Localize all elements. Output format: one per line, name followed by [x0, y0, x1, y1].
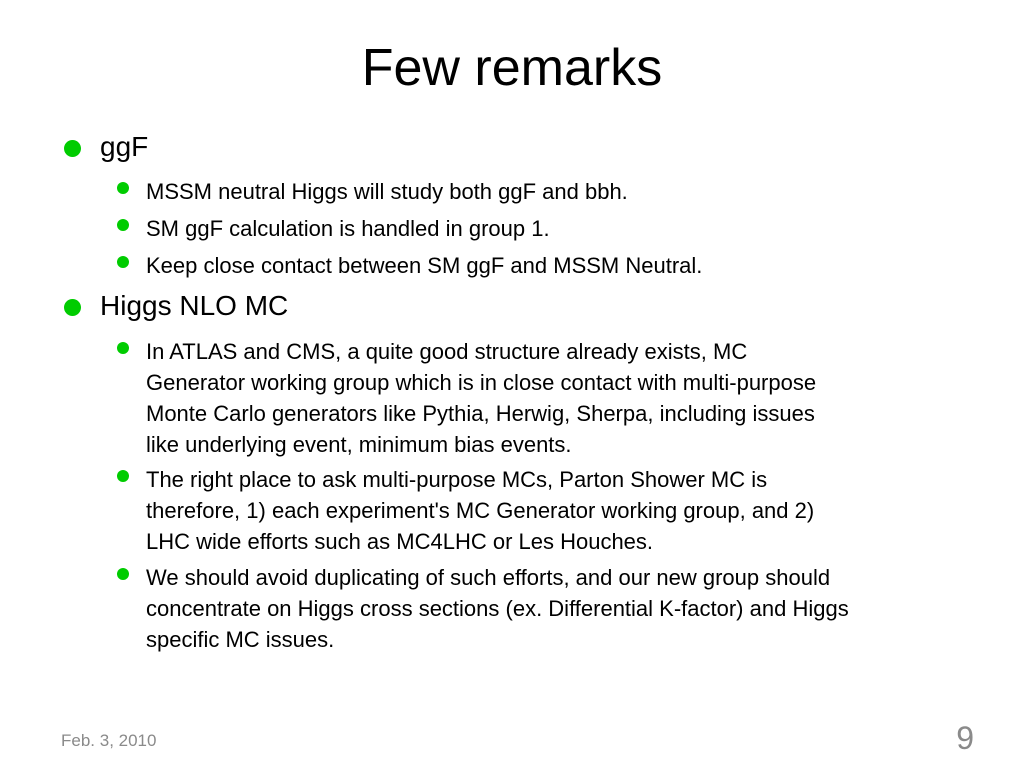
sub-bullet-dot-icon [117, 568, 129, 580]
text-line: We should avoid duplicating of such efforts, and our new group should [146, 565, 831, 590]
footer-date: Feb. 3, 2010 [61, 731, 157, 750]
sub-bullet-text [146, 336, 976, 460]
text-line: concentrate on Higgs cross sections (ex. Differential K-factor) and Higgs [146, 596, 849, 621]
slide-title: Few remarks [361, 39, 663, 97]
text-line: LHC wide efforts such as MC4LHC or Les Houches. [146, 529, 654, 554]
sub-bullet-dot-icon [117, 470, 129, 482]
text-line: Generator working group which is in close contact with multi-purpose [146, 370, 817, 395]
text-line: specific MC issues. [146, 627, 335, 652]
sub-bullet-dot-icon [117, 182, 129, 194]
bullet-heading: Higgs NLO MC [100, 290, 289, 321]
bullet-dot-icon [64, 299, 81, 316]
sub-bullet-text: Keep close contact between SM ggF and MSSM Neutral. [146, 253, 703, 278]
sub-bullet-dot-icon [117, 219, 129, 231]
text-line: In ATLAS and CMS, a quite good structure already exists, MC [146, 339, 748, 364]
sub-bullet-dot-icon [117, 342, 129, 354]
text-line: therefore, 1) each experiment's MC Generator working group, and 2) [146, 498, 815, 523]
text-line: like underlying event, minimum bias events. [146, 432, 572, 457]
sub-bullet-text [146, 464, 976, 557]
bullet-dot-icon [64, 140, 81, 157]
page-number: 9 [956, 720, 974, 756]
text-line: The right place to ask multi-purpose MCs, Parton Shower MC is [146, 467, 768, 492]
text-line: Monte Carlo generators like Pythia, Herwig, Sherpa, including issues [146, 401, 815, 426]
sub-bullet-dot-icon [117, 256, 129, 268]
sub-bullet-text [146, 562, 976, 655]
sub-bullet-text: SM ggF calculation is handled in group 1. [146, 216, 550, 241]
bullet-heading: ggF [100, 131, 149, 162]
sub-bullet-text: MSSM neutral Higgs will study both ggF and bbh. [146, 179, 628, 204]
